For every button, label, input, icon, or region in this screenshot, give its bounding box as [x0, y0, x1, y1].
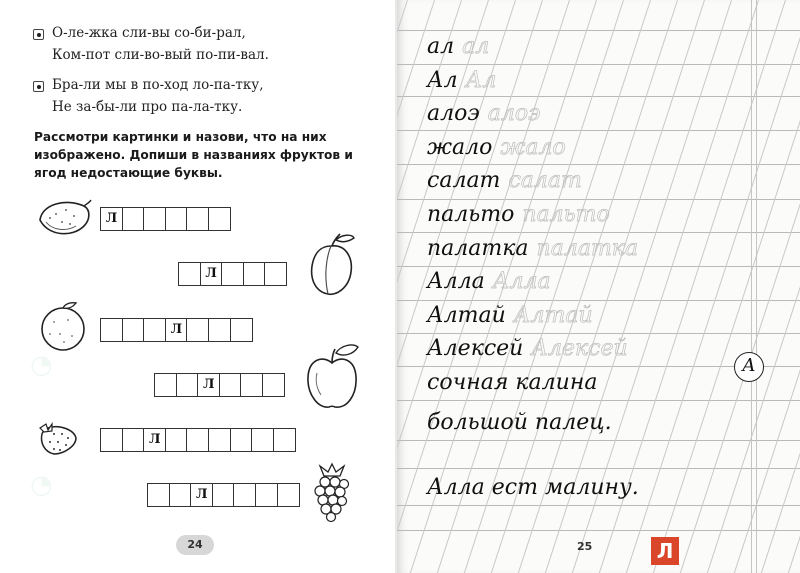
- letter-cell[interactable]: [176, 373, 199, 397]
- letter-cell[interactable]: [219, 373, 242, 397]
- copywork-line: [427, 303, 593, 328]
- slant-guide: [631, 0, 800, 573]
- letter-grid-row: [178, 262, 286, 286]
- right-page: [397, 0, 800, 573]
- strawberry-icon: [38, 420, 78, 456]
- ruling-line: [397, 164, 800, 165]
- bullet-icon: [33, 29, 44, 40]
- copywork-line: [427, 202, 610, 227]
- letter-cell[interactable]: [186, 207, 209, 231]
- dotted-trace-word: алоэ: [487, 101, 541, 127]
- apple-icon: [303, 343, 361, 413]
- dotted-trace-word: жало: [500, 134, 566, 160]
- letter-cell[interactable]: [240, 373, 263, 397]
- letter-cell[interactable]: [147, 483, 170, 507]
- letter-cell[interactable]: [143, 207, 166, 231]
- page-number: 25: [577, 540, 593, 553]
- letter-grid-row: [154, 373, 284, 397]
- dotted-trace-word: ал: [462, 34, 490, 59]
- letter-cell[interactable]: Л: [165, 318, 188, 342]
- page-number: 24: [176, 535, 214, 555]
- ruling-line: [397, 64, 800, 65]
- solid-word: пальто: [427, 202, 515, 227]
- ruling-line: [397, 333, 800, 334]
- dotted-trace-word: салат: [508, 168, 582, 194]
- letter-grid-row: [100, 207, 230, 231]
- ruling-line: [397, 30, 800, 31]
- solid-word: Алексей: [427, 336, 524, 362]
- letter-cell[interactable]: [208, 428, 231, 452]
- letter-cell[interactable]: [100, 428, 123, 452]
- letter-cell[interactable]: [122, 428, 145, 452]
- letter-cell[interactable]: Л: [190, 483, 213, 507]
- letter-cell[interactable]: [165, 207, 188, 231]
- dotted-trace-word: пальто: [522, 202, 610, 227]
- print-through-ghost: ◔: [30, 350, 53, 380]
- letter-cell[interactable]: [212, 483, 235, 507]
- letter-cell[interactable]: [208, 318, 231, 342]
- task-instructions: Рассмотри картинки и назови, что на них изображено. Допиши в названиях фруктов и ягод недостающие буквы.: [34, 130, 353, 180]
- rhyme-line: Ком-пот сли-во-вый по-пи-вал.: [52, 47, 269, 63]
- letter-grid-row: [100, 428, 294, 452]
- solid-word: алоэ: [427, 101, 480, 127]
- letter-cell[interactable]: [233, 483, 256, 507]
- letter-cell[interactable]: [122, 318, 145, 342]
- letter-cell[interactable]: [255, 483, 278, 507]
- ruling-line: [397, 440, 800, 441]
- dotted-trace-word: Алексей: [531, 336, 628, 362]
- solid-word: Ал: [427, 67, 458, 93]
- letter-cell[interactable]: [221, 262, 244, 286]
- raspberry-icon: [310, 462, 354, 526]
- solid-word: ал: [427, 34, 455, 59]
- ruling-line: [397, 300, 800, 301]
- letter-grid-row: [100, 318, 251, 342]
- dotted-trace-word: Алтай: [513, 302, 593, 328]
- letter-cell[interactable]: [143, 318, 166, 342]
- ruling-line: [397, 232, 800, 233]
- letter-cell[interactable]: [169, 483, 192, 507]
- copywork-line: [427, 236, 638, 261]
- solid-word: жало: [427, 134, 493, 160]
- dotted-trace-word: Алла: [492, 269, 551, 295]
- letter-cell[interactable]: [243, 262, 266, 286]
- dotted-trace-word: палатка: [536, 235, 639, 261]
- letter-cell[interactable]: Л: [143, 428, 166, 452]
- copywork-line: [427, 269, 551, 294]
- dotted-trace-word: Ал: [465, 67, 497, 93]
- letter-cell[interactable]: [100, 318, 123, 342]
- rhyme-line: Не за-бы-ли про па-ла-тку.: [52, 99, 243, 115]
- letter-cell[interactable]: Л: [200, 262, 223, 286]
- copywork-line: [427, 68, 496, 93]
- copywork-line: [427, 370, 597, 395]
- letter-cell[interactable]: [165, 428, 188, 452]
- letter-cell[interactable]: [230, 428, 253, 452]
- letter-cell[interactable]: [230, 318, 253, 342]
- solid-word: сочная калина: [427, 370, 598, 395]
- copywork-line: [427, 168, 582, 193]
- orange-icon: [36, 300, 92, 352]
- margin-line: [756, 0, 757, 573]
- lemon-icon: [36, 196, 92, 238]
- letter-cell[interactable]: Л: [100, 207, 123, 231]
- letter-cell[interactable]: [264, 262, 287, 286]
- letter-cell[interactable]: [251, 428, 274, 452]
- letter-cell[interactable]: [277, 483, 300, 507]
- letter-cell[interactable]: [262, 373, 285, 397]
- solid-word: салат: [427, 168, 501, 194]
- copywork-line: [427, 336, 628, 361]
- rhyme-line: О-ле-жка сли-вы со-би-рал,: [52, 25, 246, 41]
- bullet-icon: [33, 81, 44, 92]
- free-writing-line: большой палец.: [427, 410, 612, 435]
- copywork-line: [427, 101, 540, 126]
- slant-guide: [739, 0, 800, 573]
- solid-word: Алтай: [427, 302, 506, 328]
- letter-badge: А: [734, 352, 764, 382]
- ruling-line: [397, 530, 800, 531]
- left-page: [0, 0, 395, 573]
- letter-cell[interactable]: [122, 207, 145, 231]
- apricot-icon: [306, 232, 356, 298]
- letter-grid-row: [147, 483, 298, 507]
- margin-line: [751, 0, 752, 573]
- letter-cell[interactable]: [186, 428, 209, 452]
- solid-word: палатка: [427, 235, 529, 261]
- publisher-logo: Л: [651, 537, 679, 565]
- solid-word: Алла: [427, 269, 485, 295]
- print-through-ghost: ◔: [30, 470, 53, 500]
- ruling-line: [397, 130, 800, 131]
- letter-cell[interactable]: [178, 262, 201, 286]
- letter-cell[interactable]: [208, 207, 231, 231]
- letter-cell[interactable]: [186, 318, 209, 342]
- free-writing-line: Алла ест малину.: [427, 475, 639, 500]
- ruling-line: [397, 199, 800, 200]
- ruling-line: [397, 266, 800, 267]
- letter-cell[interactable]: [154, 373, 177, 397]
- letter-cell[interactable]: Л: [197, 373, 220, 397]
- copywork-line: [427, 135, 566, 160]
- letter-cell[interactable]: [273, 428, 296, 452]
- ruling-line: [397, 400, 800, 401]
- copywork-line: [427, 34, 489, 59]
- rhyme-line: Бра-ли мы в по-ход ло-па-тку,: [52, 77, 264, 93]
